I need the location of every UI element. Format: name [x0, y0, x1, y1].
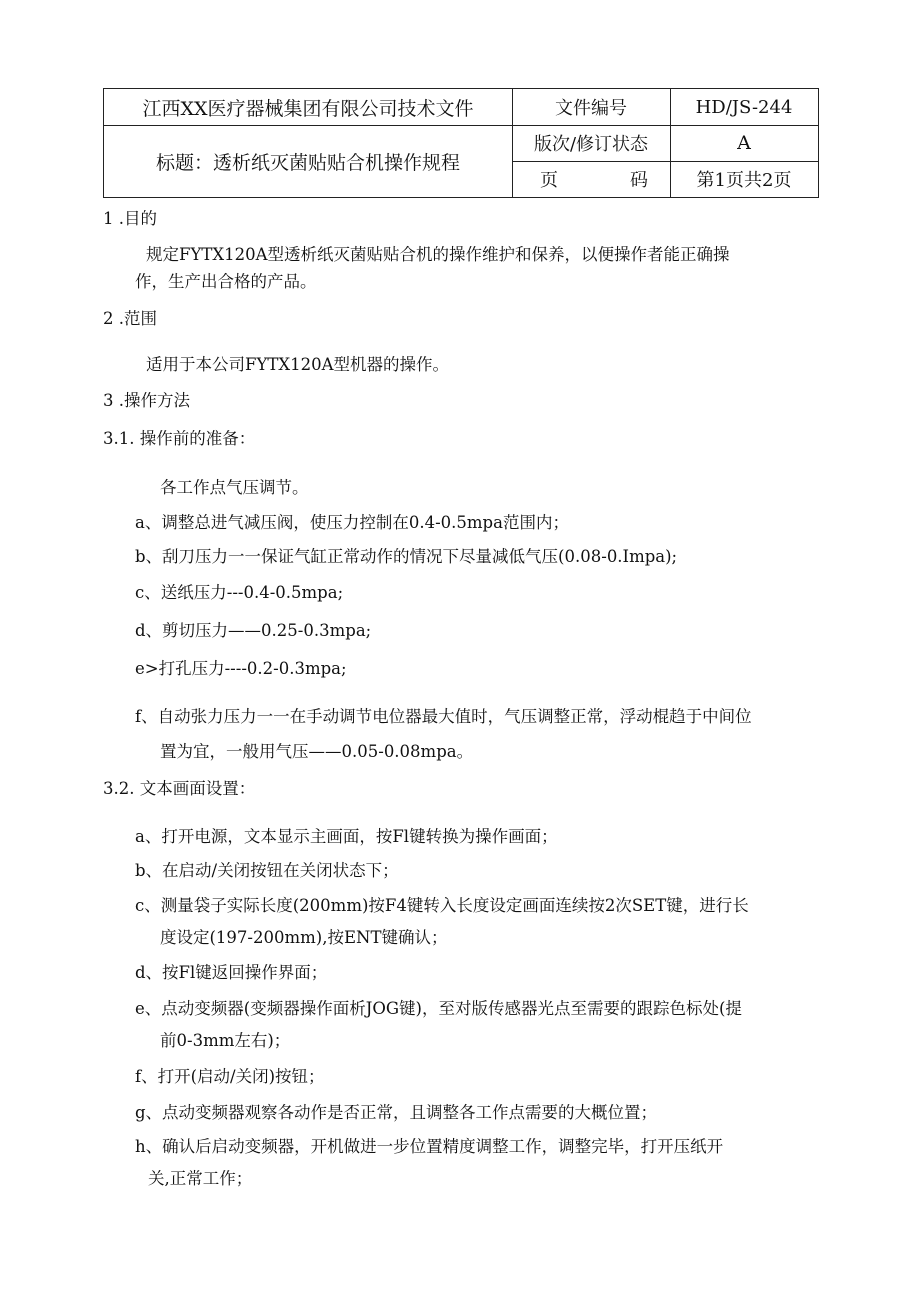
header-table — [103, 88, 819, 198]
list-item-continuation: 关,正常工作； — [148, 1169, 253, 1188]
list-item: h、确认后启动变频器，开机做进一步位置精度调整工作，调整完毕，打开压纸开 — [135, 1137, 724, 1156]
paragraph-line: 适用于本公司FYTX120A型机器的操作。 — [146, 355, 450, 374]
list-item: e、点动变频器(变频器操作面析JOG键)，至对版传感器光点至需要的跟踪色标处(提 — [135, 999, 742, 1018]
subsection-heading: 3.1. 操作前的准备： — [103, 429, 256, 448]
subsection-heading: 3.2. 文本画面设置： — [103, 779, 256, 798]
list-item: a、调整总进气减压阀，使压力控制在0.4-0.5mpa范围内； — [135, 513, 569, 532]
list-item-continuation: 置为宜，一般用气压——0.05-0.08mpa。 — [160, 742, 474, 761]
list-item: b、刮刀压力一一保证气缸正常动作的情况下尽量减低气压(0.08-0.Impa); — [135, 547, 678, 566]
list-item: g、点动变频器观察各动作是否正常，且调整各工作点需要的大概位置； — [135, 1103, 658, 1122]
list-item: f、自动张力压力一一在手动调节电位器最大值时，气压调整正常，浮动棍趋于中间位 — [135, 707, 752, 726]
doc-number-label: 文件编号 — [555, 98, 627, 119]
section-heading: 2 .范围 — [103, 309, 157, 328]
section-heading: 1 .目的 — [103, 209, 157, 228]
document-title: 标题：透析纸灭菌贴贴合机操作规程 — [155, 151, 460, 174]
paragraph-line: 规定FYTX120A型透析纸灭菌贴贴合机的操作维护和保养，以便操作者能正确操 — [146, 245, 730, 264]
list-item-continuation: 度设定(197-200mm),按ENT键确认； — [160, 928, 448, 947]
page-number: 第1页共2页 — [696, 170, 792, 191]
section-heading: 3 .操作方法 — [103, 391, 190, 410]
list-item: c、测量袋子实际长度(200mm)按F4键转入长度设定画面连续按2次SET键，进行长 — [135, 896, 749, 915]
paragraph-line: 各工作点气压调节。 — [160, 478, 309, 497]
company-name: 江西XX医疗器械集团有限公司技术文件 — [142, 97, 474, 120]
list-item: c、送纸压力---0.4-0.5mpa; — [135, 583, 344, 602]
page-label — [512, 161, 670, 197]
list-item: d、按Fl键返回操作界面； — [135, 963, 328, 982]
list-item-continuation: 前0-3mm左右)； — [160, 1031, 291, 1050]
list-item: d、剪切压力——0.25-0.3mpa; — [135, 621, 372, 640]
revision-label: 版次/修订状态 — [533, 134, 649, 155]
paragraph-line: 作，生产出合格的产品。 — [135, 272, 317, 291]
page-label-part: 码 — [630, 170, 648, 191]
list-item: a、打开电源，文本显示主画面，按Fl键转换为操作画面； — [135, 827, 558, 846]
list-item: b、在启动/关闭按钮在关闭状态下； — [135, 861, 399, 880]
list-item: e>打孔压力----0.2-0.3mpa; — [135, 659, 347, 678]
page-label-part: 页 — [540, 170, 558, 191]
doc-number: HD/JS-244 — [695, 96, 793, 118]
revision-value: A — [737, 132, 751, 154]
list-item: f、打开(启动/关闭)按钮； — [135, 1067, 325, 1086]
